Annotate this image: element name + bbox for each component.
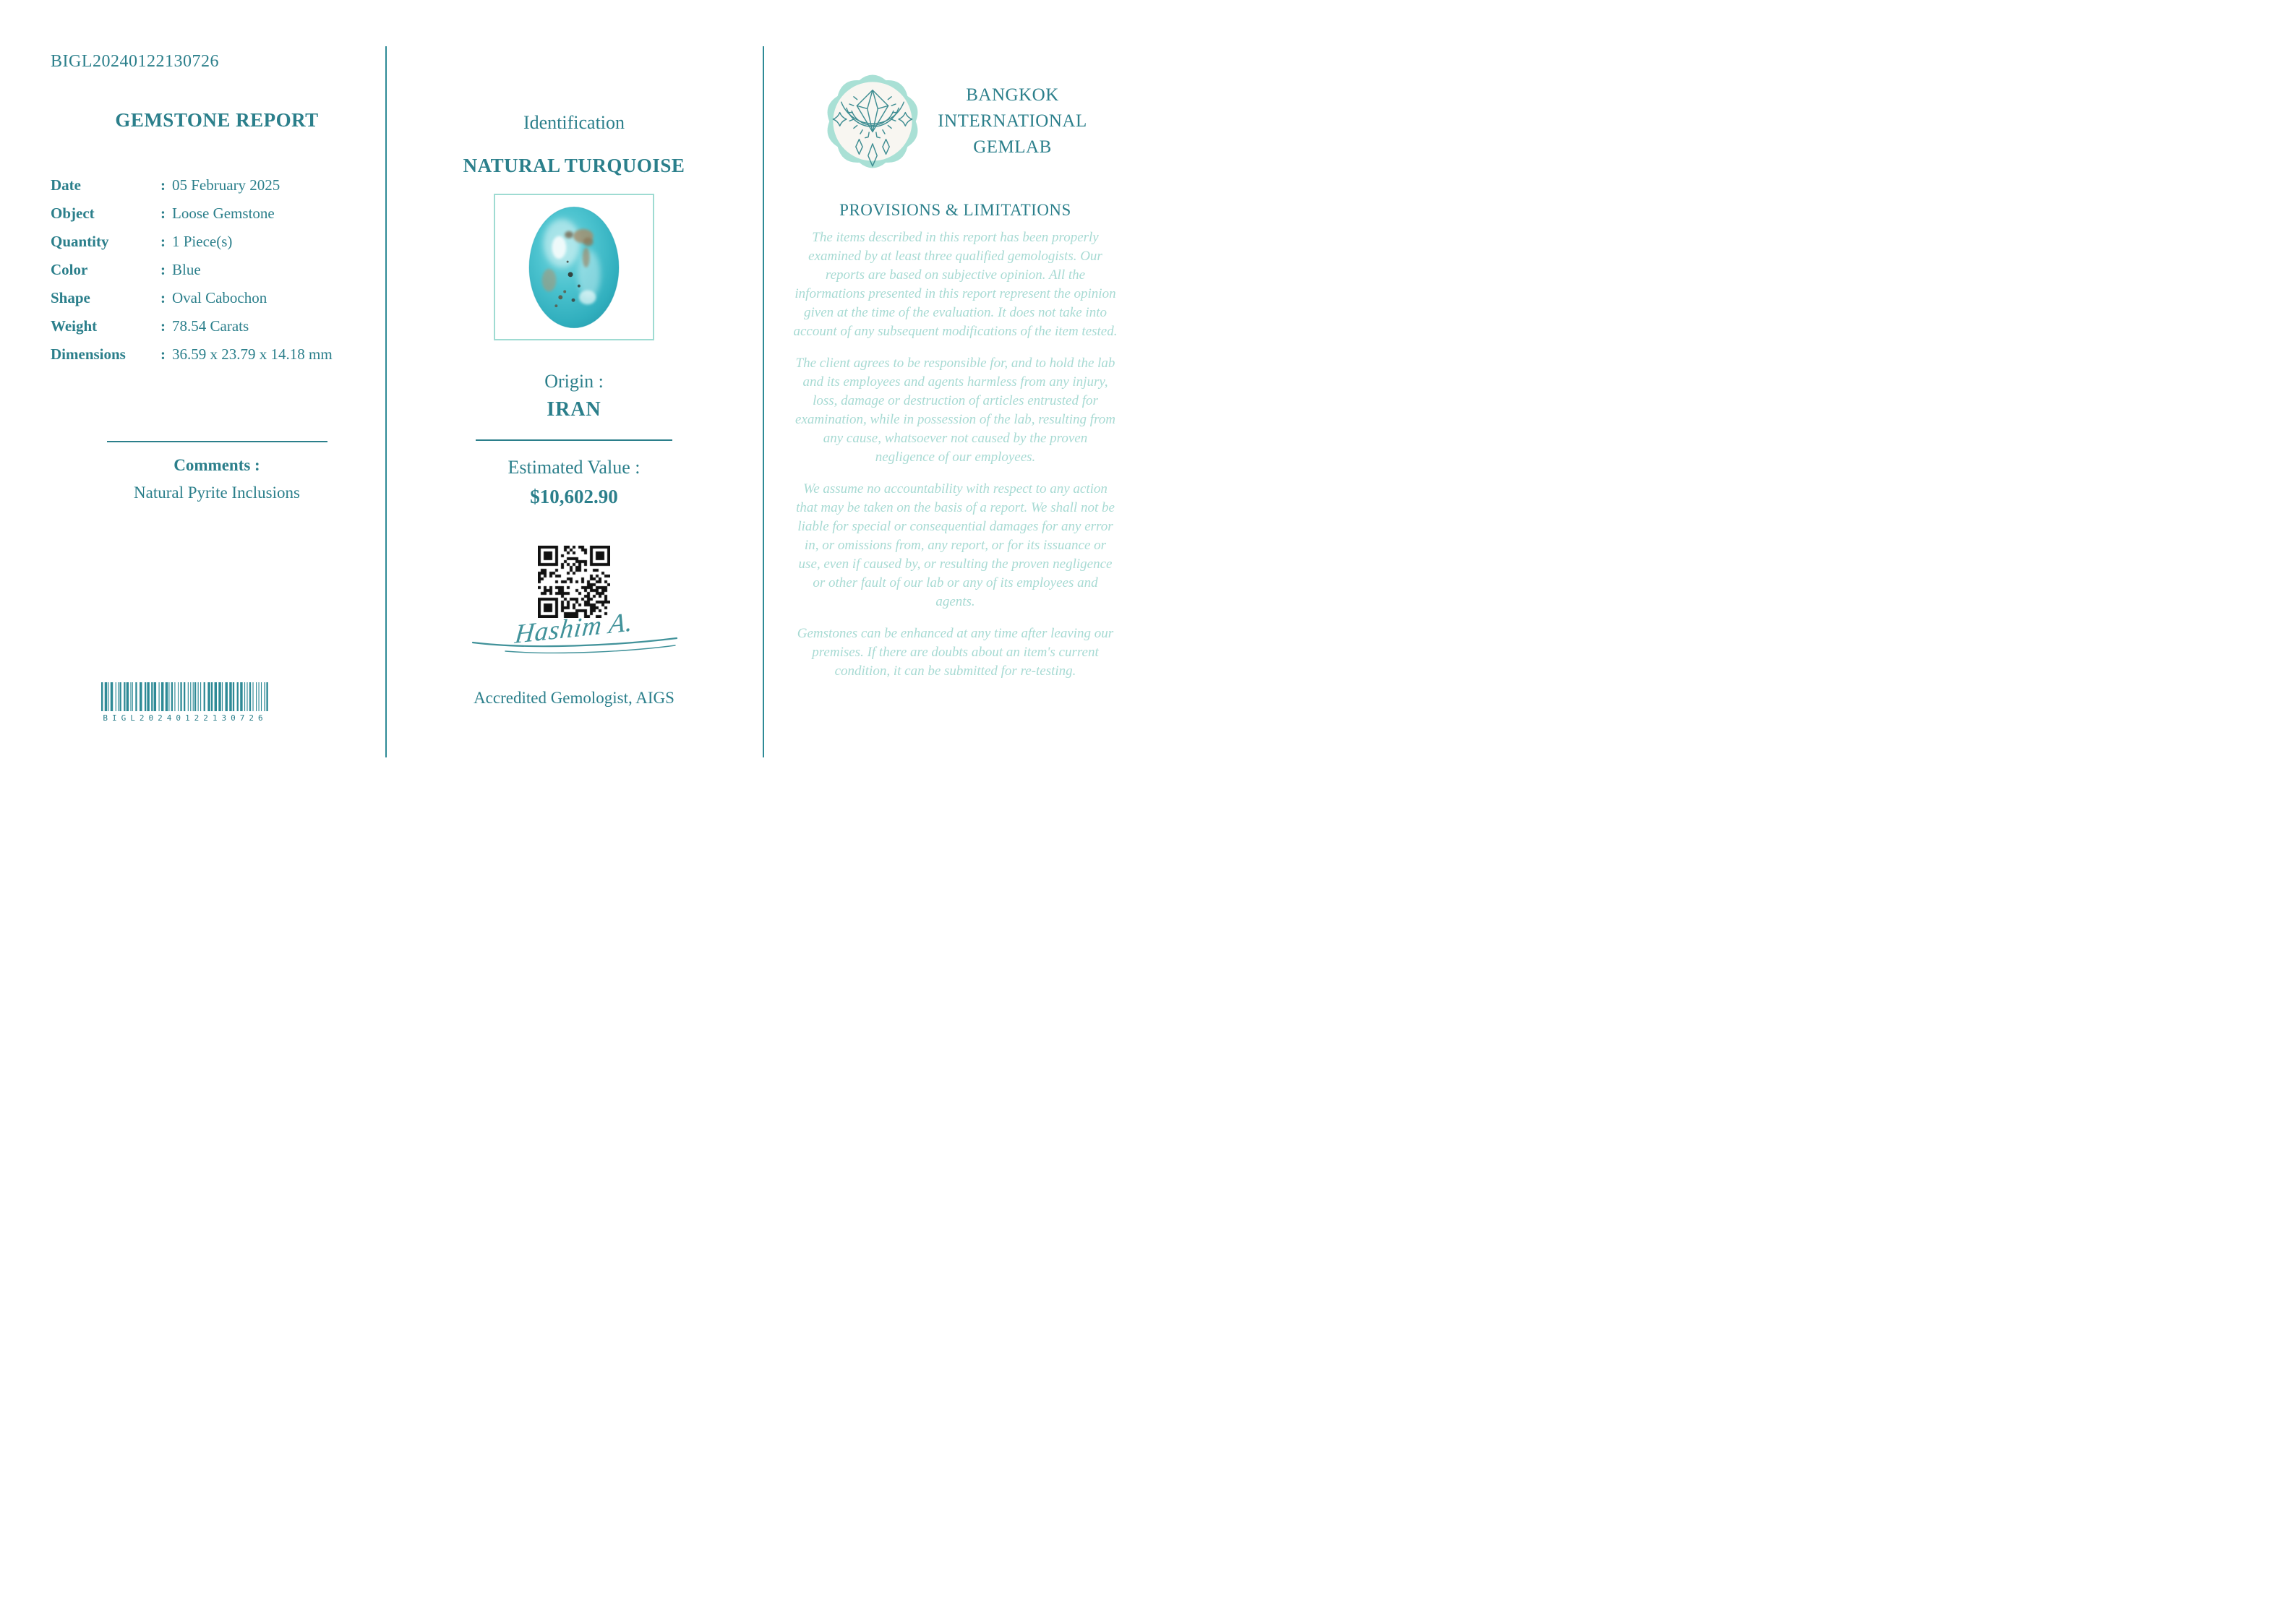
lab-header <box>763 72 1148 171</box>
signature-text: Hashim A. <box>513 607 635 650</box>
barcode-text: BIGL20240122130726 <box>103 713 267 723</box>
estimated-value-amount: $10,602.90 <box>530 486 618 507</box>
origin-value: IRAN <box>547 398 601 421</box>
turquoise-gem-icon <box>528 206 620 329</box>
detail-value: 36.59 x 23.79 x 14.18 mm <box>172 345 333 363</box>
provisions-text <box>793 228 1118 694</box>
detail-label: Shape <box>51 289 90 306</box>
barcode <box>101 682 269 723</box>
report-title: GEMSTONE REPORT <box>115 109 319 131</box>
detail-value: 1 Piece(s) <box>172 233 233 250</box>
detail-value: Oval Cabochon <box>172 289 267 306</box>
detail-row <box>51 171 383 199</box>
origin-label: Origin : <box>544 371 604 392</box>
provisions-paragraph: Gemstones can be enhanced at any time after leaving our premises. If there are doubts about an item's current condition, it can be submitted for re-testing. <box>797 626 1114 679</box>
identification-column <box>385 0 763 812</box>
gemologist-title: Accredited Gemologist, AIGS <box>474 689 674 707</box>
provisions-paragraph: The client agrees to be responsible for, and to hold the lab and its employees and agents harmless from any injury, loss, damage or destruction of articles entrusted for examination, while in possession of the lab, resulting from any cause, whatsoever not caused by the proven negligence of our employees. <box>795 356 1115 465</box>
detail-colon: : <box>160 345 166 363</box>
detail-value: Blue <box>172 261 201 278</box>
report-number: BIGL20240122130726 <box>51 52 219 71</box>
gemstone-photo <box>494 194 654 340</box>
comments-divider <box>107 441 327 442</box>
detail-colon: : <box>160 233 166 250</box>
provisions-paragraph: The items described in this report has been properly examined by at least three qualified gemologists. Our reports are based on subjective opinion. All the informations presented in this report represent the opinion given at the time of the evaluation. It does not take into account of any subsequent modifications of the item tested. <box>793 230 1118 339</box>
detail-label: Date <box>51 176 81 194</box>
detail-colon: : <box>160 317 166 335</box>
detail-label: Weight <box>51 317 98 335</box>
estimated-value-label: Estimated Value : <box>507 457 641 478</box>
detail-colon: : <box>160 205 166 222</box>
value-divider <box>476 439 672 441</box>
gem-name: NATURAL TURQUOISE <box>463 155 685 176</box>
detail-label: Object <box>51 205 95 222</box>
provisions-title: PROVISIONS & LIMITATIONS <box>839 201 1071 219</box>
detail-label: Dimensions <box>51 345 126 363</box>
lab-column <box>763 0 1148 812</box>
identification-heading: Identification <box>523 112 625 133</box>
lab-name-line: BANGKOK <box>966 85 1059 105</box>
detail-label: Quantity <box>51 233 109 250</box>
lab-name-line: GEMLAB <box>973 137 1052 157</box>
detail-colon: : <box>160 176 166 194</box>
gemlab-logo-icon <box>823 72 922 171</box>
detail-row <box>51 312 383 340</box>
lab-name-line: INTERNATIONAL <box>938 111 1087 131</box>
lab-name <box>938 82 1087 160</box>
detail-value: Loose Gemstone <box>172 205 275 222</box>
detail-value: 78.54 Carats <box>172 317 249 335</box>
qr-code <box>538 546 610 618</box>
detail-row <box>51 340 383 369</box>
barcode-bars-icon <box>101 682 269 711</box>
detail-row <box>51 284 383 312</box>
detail-label: Color <box>51 261 88 278</box>
detail-row <box>51 228 383 256</box>
comments-value: Natural Pyrite Inclusions <box>134 484 300 502</box>
signature <box>385 607 763 658</box>
detail-row <box>51 199 383 228</box>
detail-colon: : <box>160 289 166 306</box>
detail-row <box>51 256 383 284</box>
details-list <box>51 171 383 369</box>
gemstone-report-page <box>0 0 1148 812</box>
detail-colon: : <box>160 261 166 278</box>
comments-label: Comments : <box>174 456 260 474</box>
provisions-paragraph: We assume no accountability with respect to any action that may be taken on the basis of a report. We shall not be liable for special or consequential damages for any error in, or omissions from, any report, or for its issuance or use, even if caused by, or resulting the proven negligence or other fault of our lab or any of its employees and agents. <box>796 481 1115 609</box>
detail-value: 05 February 2025 <box>172 176 280 194</box>
